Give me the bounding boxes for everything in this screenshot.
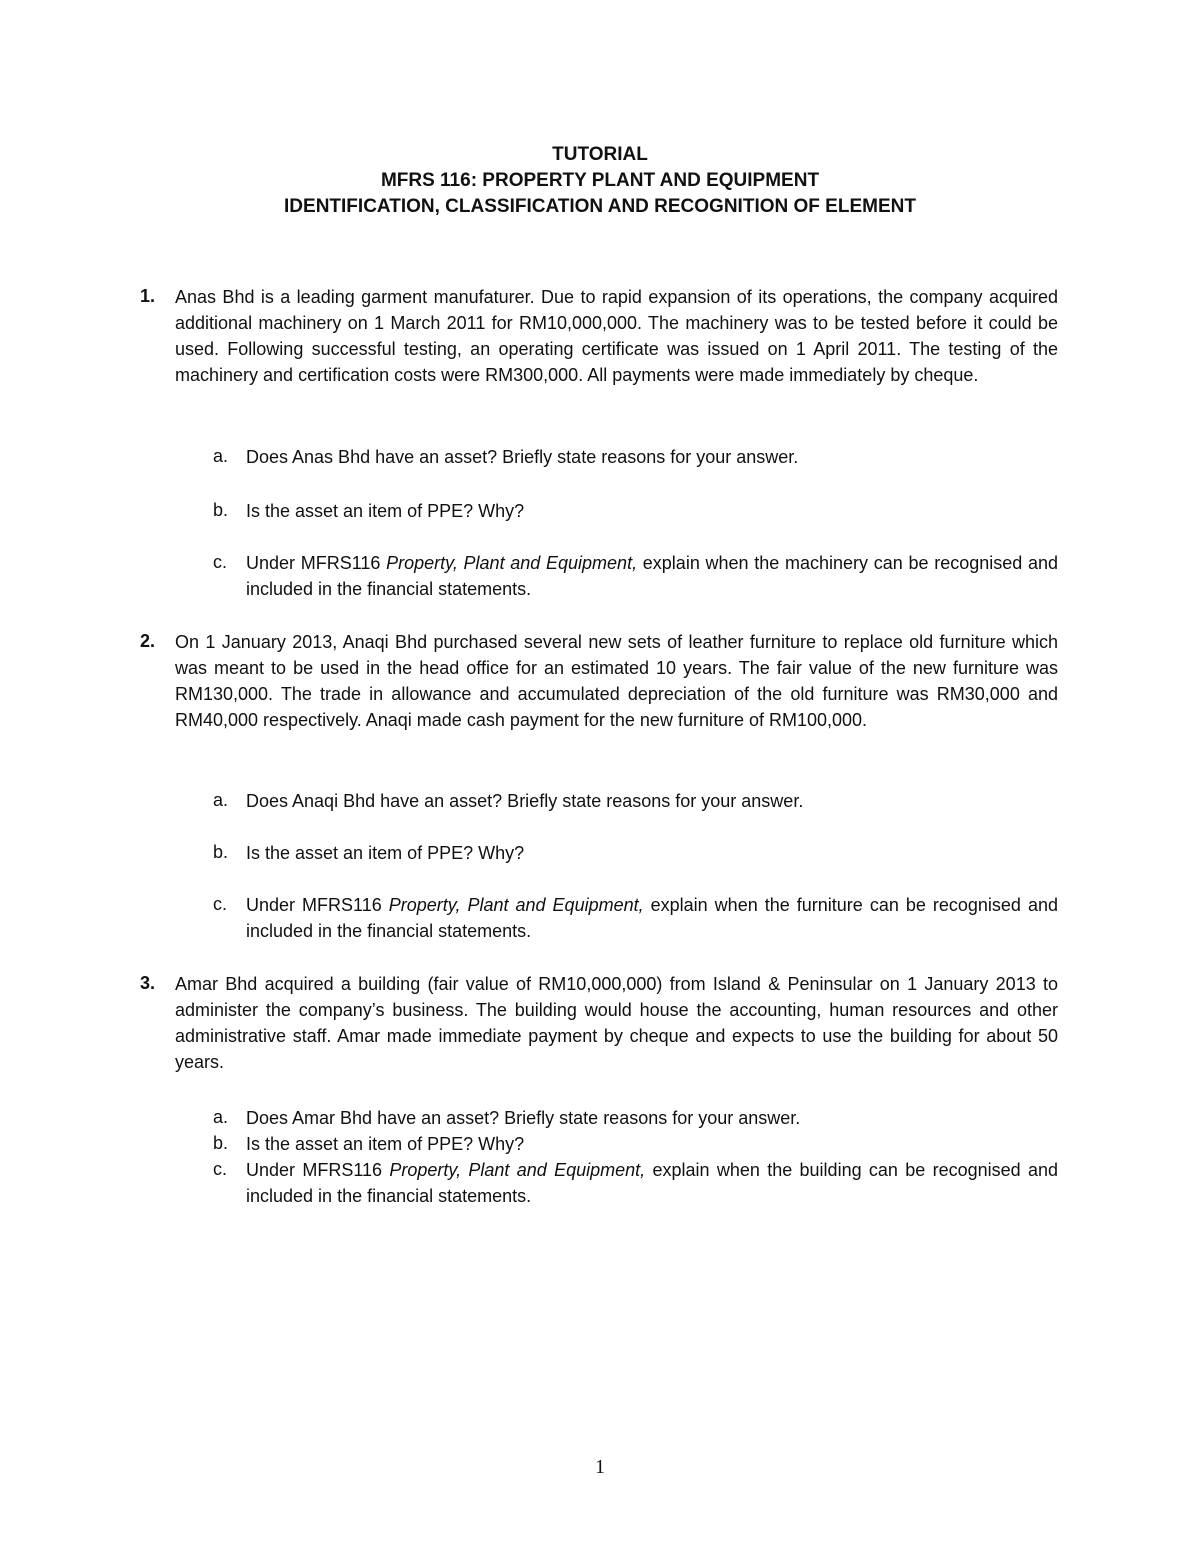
question-2c-pre: Under MFRS116 bbox=[246, 895, 389, 915]
question-2c-standard-name: Property, Plant and Equipment, bbox=[388, 895, 644, 915]
question-3a-text: Does Amar Bhd have an asset? Briefly state reasons for your answer. bbox=[246, 1108, 801, 1128]
question-1-text: Anas Bhd is a leading garment manufaturer. Due to rapid expansion of its operations, the company acquired additional machinery on 1 March 2011 for RM10,000,000. The machinery was to be tested before it could be used. Following successful testing, an operating certificate was issued on 1 April 2011. The testing of the machinery and certification costs were RM300,000. All payments were made immediately by cheque. bbox=[175, 287, 1058, 385]
header-standard: MFRS 116: PROPERTY PLANT AND EQUIPMENT bbox=[380, 170, 820, 191]
question-2-number: 2. bbox=[140, 631, 156, 651]
question-3c-pre: Under MFRS116 bbox=[246, 1160, 390, 1180]
question-3c-label: c. bbox=[213, 1159, 228, 1179]
question-3b-text: Is the asset an item of PPE? Why? bbox=[246, 1134, 525, 1154]
header-title: TUTORIAL bbox=[552, 144, 648, 165]
question-2a-text: Does Anaqi Bhd have an asset? Briefly state reasons for your answer. bbox=[246, 791, 804, 811]
question-2c-label: c. bbox=[213, 894, 228, 914]
question-3a-label: a. bbox=[213, 1107, 229, 1127]
question-1b-text: Is the asset an item of PPE? Why? bbox=[246, 501, 525, 521]
question-3c-text bbox=[246, 1157, 1058, 1209]
question-3-number: 3. bbox=[140, 973, 156, 993]
question-1c-pre: Under MFRS116 bbox=[246, 553, 387, 573]
header-subtitle: IDENTIFICATION, CLASSIFICATION AND RECOGNITION OF ELEMENT bbox=[284, 196, 916, 217]
question-1b-label: b. bbox=[213, 500, 229, 520]
question-2b-label: b. bbox=[213, 842, 229, 862]
question-2c-text bbox=[246, 892, 1058, 944]
question-3-text: Amar Bhd acquired a building (fair value of RM10,000,000) from Island & Peninsular on 1 January 2013 to administer the company’s business. The building would house the accounting, human resources and other administrative staff. Amar made immediate payment by cheque and expects to use the building for about 50 years. bbox=[175, 974, 1058, 1072]
question-1-number: 1. bbox=[140, 286, 156, 306]
question-2a-label: a. bbox=[213, 790, 229, 810]
question-3b-label: b. bbox=[213, 1133, 229, 1153]
question-1c-standard-name: Property, Plant and Equipment, bbox=[386, 553, 638, 573]
question-1a-label: a. bbox=[213, 446, 229, 466]
question-1c-label: c. bbox=[213, 552, 228, 572]
question-3c-standard-name: Property, Plant and Equipment, bbox=[389, 1160, 646, 1180]
page-number: 1 bbox=[595, 1456, 605, 1478]
question-3c-post: explain when the building can be recognised and included in the financial statements. bbox=[246, 1160, 1059, 1206]
question-2c-post: explain when the furniture can be recognised and included in the financial statements. bbox=[246, 895, 1058, 941]
document-header bbox=[0, 142, 1200, 220]
question-2b-text: Is the asset an item of PPE? Why? bbox=[246, 843, 525, 863]
question-1c-post: explain when the machinery can be recognised and included in the financial statements. bbox=[246, 553, 1059, 599]
question-2-text: On 1 January 2013, Anaqi Bhd purchased several new sets of leather furniture to replace old furniture which was meant to be used in the head office for an estimated 10 years. The fair value of the new furniture was RM130,000. The trade in allowance and accumulated depreciation of the old furniture was RM30,000 and RM40,000 respectively. Anaqi made cash payment for the new furniture of RM100,000. bbox=[175, 632, 1058, 730]
question-1a-text: Does Anas Bhd have an asset? Briefly state reasons for your answer. bbox=[246, 447, 799, 467]
question-1c-text bbox=[246, 550, 1058, 602]
